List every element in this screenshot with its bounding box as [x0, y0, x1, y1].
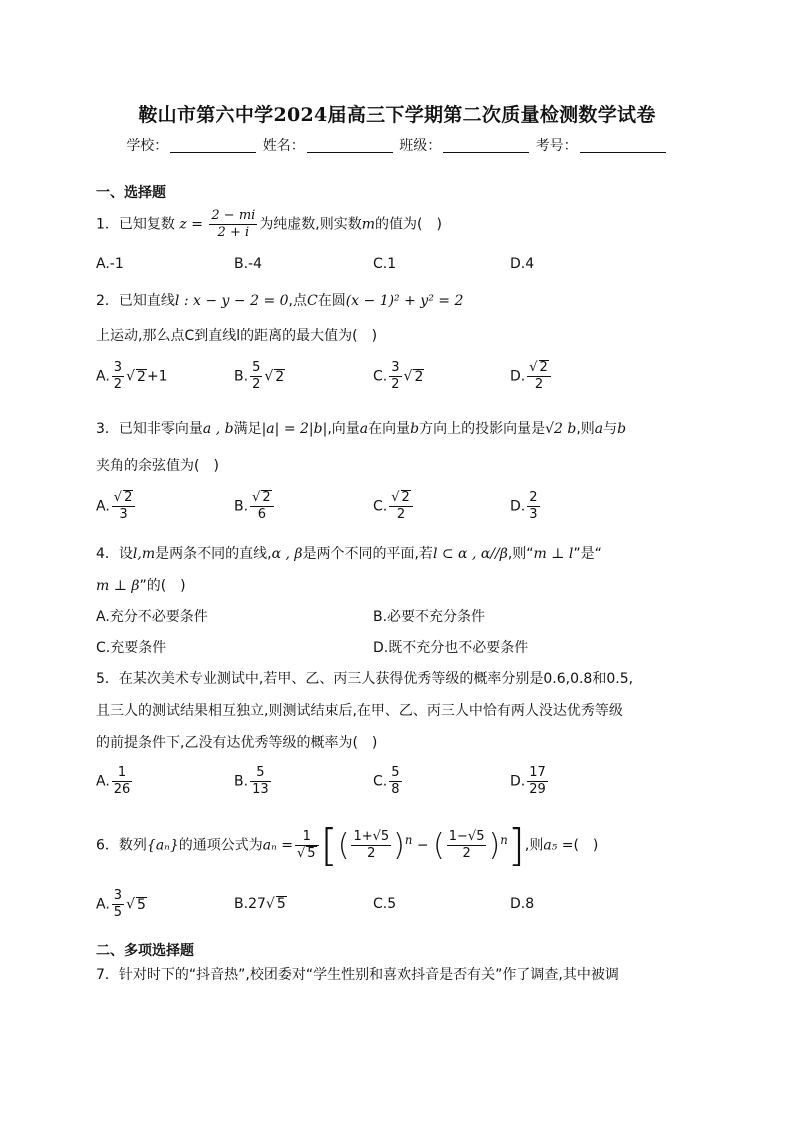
q6-a-num: 3	[113, 888, 123, 903]
q2-option-d[interactable]	[510, 360, 553, 393]
q2-c-label: C.	[373, 368, 388, 385]
q2-b-num: 5	[252, 360, 261, 375]
student-info-line	[0, 135, 794, 155]
q2-c-rad: 2	[414, 368, 424, 385]
q5-c-den: 8	[391, 782, 400, 797]
q4-options-row-1	[96, 606, 716, 636]
q3-a-label: A.	[96, 498, 110, 515]
q3-text-4: 在向量	[368, 421, 411, 437]
q4-text-3: 是两个不同的平面,若	[302, 546, 433, 562]
q6-bracket-close: ]	[507, 820, 525, 871]
q3-vectors: a , b	[202, 421, 234, 437]
q2-point-c: C	[306, 293, 318, 309]
question-3	[96, 418, 626, 438]
q2-text-3: 在圆	[317, 293, 346, 309]
q3-a-fraction	[112, 490, 136, 523]
q3-option-c[interactable]	[373, 490, 415, 523]
q1-fraction	[209, 208, 257, 241]
q2-text-2: ,点	[288, 293, 307, 309]
q6-paren-1-close: )	[393, 828, 405, 863]
q6-option-d[interactable]: D.8	[510, 896, 535, 912]
q2-a-label: A.	[96, 368, 110, 385]
q5-d-fraction	[527, 765, 548, 798]
q5-d-den: 29	[529, 782, 546, 797]
question-1	[96, 208, 442, 241]
q4-text-2: 是两条不同的直线,	[155, 546, 272, 562]
question-5-line-3: 的前提条件下,乙没有达优秀等级的概率为( )	[96, 735, 378, 751]
q5-b-label: B.	[234, 773, 249, 790]
q5-option-d[interactable]	[510, 765, 550, 798]
q6-coef-fraction	[295, 829, 319, 862]
q6-b-label: B.	[234, 896, 249, 912]
q4-planes: α , β	[271, 546, 303, 562]
q2-a-rad: 2	[136, 368, 146, 385]
q6-sequence: {aₙ}	[146, 837, 179, 854]
q2-option-a[interactable]: A. $\frac{3}{2}$ √ 2+1	[96, 360, 168, 392]
q3-b-label: B.	[234, 498, 249, 515]
q5-d-num: 17	[529, 765, 546, 780]
q2-a-tail: +1	[146, 368, 168, 385]
q1-z: z =	[179, 216, 203, 233]
q2-d-den: 2	[534, 377, 544, 392]
q5-d-label: D.	[510, 773, 526, 790]
q3-line-2: 夹角的余弦值为( )	[96, 458, 219, 474]
q3-c-rad: 2	[401, 490, 410, 505]
q6-bracket-open: [	[320, 820, 338, 871]
question-5-line-2: 且三人的测试结果相互独立,则测试结束后,在甲、乙、丙三人中恰有两人没达优秀等级	[96, 703, 623, 719]
q3-text-3: ,向量	[327, 421, 360, 437]
q2-c-fraction	[389, 360, 401, 393]
q1-option-a[interactable]: A.-1	[96, 256, 124, 272]
question-5-line-1: 5．在某次美术专业测试中,若甲、乙、丙三人获得优秀等级的概率分别是0.6,0.8和0.5,	[96, 671, 634, 687]
q3-d-num: 2	[529, 490, 538, 505]
q3-a-num: √ 2	[112, 490, 136, 507]
q1-text-3: 的值为( )	[375, 216, 442, 233]
q6-text-3: ,则	[524, 837, 544, 854]
q6-a-label: A.	[96, 896, 110, 913]
q2-options	[96, 360, 716, 390]
q5-option-c[interactable]	[373, 765, 404, 798]
q6-term1-den: 2	[367, 846, 376, 861]
q1-denominator: 2 + i	[217, 225, 250, 240]
q1-option-b[interactable]: B.-4	[234, 256, 263, 272]
q1-text: 1．已知复数	[96, 216, 175, 233]
q2-b-rad: 2	[275, 368, 285, 385]
q6-text-4: ( )	[573, 837, 599, 854]
q4-options-row-2	[96, 637, 716, 667]
q3-vec-a-2: a	[594, 421, 604, 437]
q4-option-c[interactable]: C.充要条件	[96, 640, 167, 656]
section-heading-multi: 二、多项选择题	[96, 943, 194, 959]
q6-text: 6．数列	[96, 837, 147, 854]
q6-a-rad: 5	[136, 896, 146, 913]
q2-option-b[interactable]: B. $\frac{5}{2}$ √ 2	[234, 360, 285, 392]
q3-option-d[interactable]	[510, 490, 542, 523]
q2-text: 2．已知直线	[96, 293, 175, 309]
q6-text-2: 的通项公式为	[178, 837, 263, 854]
q6-term1-num: 1+√5	[353, 829, 390, 844]
q3-text-5: 方向上的投影向量是	[419, 421, 546, 437]
number-blank[interactable]	[580, 138, 666, 153]
q3-option-b[interactable]	[234, 490, 276, 523]
question-2	[96, 290, 463, 310]
name-label: 姓名：	[262, 138, 305, 154]
q4-cond-1: m ⊥ l	[533, 546, 574, 562]
q4-option-a[interactable]: A.充分不必要条件	[96, 609, 208, 625]
q4-condition: l ⊂ α , α//β	[432, 546, 508, 562]
q5-a-label: A.	[96, 773, 110, 790]
q4-option-b[interactable]: B.必要不充分条件	[373, 609, 486, 625]
q6-paren-2-open: (	[433, 828, 445, 863]
q5-b-num: 5	[250, 765, 271, 782]
question-4	[96, 543, 602, 563]
q2-b-fraction	[250, 360, 262, 393]
q2-line-equation: l : x − y − 2 = 0	[174, 293, 289, 309]
q3-c-den: 2	[396, 507, 406, 522]
q1-numerator: 2 − mi	[211, 208, 256, 223]
q6-exp-1: n	[404, 832, 413, 847]
q3-c-label: C.	[373, 498, 388, 515]
q6-term2-fraction	[447, 829, 487, 862]
q4-lines: l,m	[132, 546, 156, 562]
q3-b-den: 6	[257, 507, 266, 522]
q1-options	[96, 256, 716, 286]
class-blank[interactable]	[443, 138, 529, 153]
q6-b-rad: 5	[276, 896, 286, 912]
q6-paren-2-close: )	[488, 828, 501, 863]
q6-coef-num: 1	[295, 829, 319, 846]
q3-text: 3．已知非零向量	[96, 421, 203, 437]
q2-option-c[interactable]: C. $\frac{3}{2}$ √ 2	[373, 360, 424, 392]
exam-title: 鞍山市第六中学2024届高三下学期第二次质量检测数学试卷	[138, 104, 656, 126]
q5-option-b[interactable]	[234, 765, 273, 798]
q4-line-2	[96, 575, 186, 595]
class-label: 班级：	[399, 138, 442, 154]
q2-d-label: D.	[510, 368, 526, 385]
q1-m: m	[361, 216, 376, 233]
q6-coef-den: √ 5	[296, 846, 316, 861]
q3-b-rad: 2	[262, 490, 271, 505]
q3-projection: √2 b	[545, 421, 577, 437]
q3-d-fraction	[527, 490, 539, 523]
q5-c-num: 5	[391, 765, 400, 780]
q3-b-fraction	[250, 490, 274, 523]
q3-c-num: √ 2	[389, 490, 413, 507]
q3-text-2: 满足	[233, 421, 262, 437]
school-label: 学校：	[126, 138, 169, 154]
q4-text-4: ,则“	[507, 546, 534, 562]
q3-b-num: √ 2	[250, 490, 274, 507]
q1-text-2: 为纯虚数,则实数	[259, 216, 362, 233]
q6-coef-rad: 5	[307, 846, 316, 861]
q3-option-a[interactable]	[96, 490, 137, 523]
q6-a5: a₅ =	[543, 837, 574, 854]
q3-a-rad: 2	[124, 490, 133, 505]
q5-c-fraction	[389, 765, 401, 798]
q6-term2-den: 2	[462, 846, 471, 861]
q2-a-den: 2	[113, 377, 123, 392]
q2-circle-equation: (x − 1)² + y² = 2	[345, 293, 464, 309]
q6-option-a[interactable]: A. $\frac{3}{5}$ √ 5	[96, 888, 146, 920]
q3-condition: |a| = 2|b|	[261, 421, 328, 437]
q2-d-fraction	[527, 360, 551, 393]
q2-a-fraction	[112, 360, 124, 393]
q3-options	[96, 490, 716, 520]
q2-c-num: 3	[391, 360, 400, 375]
question-6: 6．数列{aₙ}的通项公式为aₙ = $\frac{1}{√ 5}$ [( $\frac{1+√5}{2}$ )$^n$ − ( $\frac{1-√5}{2}$ )$^n$],则a₅ =( )	[96, 820, 599, 871]
q3-a-den: 3	[119, 507, 128, 522]
q5-b-fraction	[250, 765, 271, 798]
q6-option-c[interactable]: C.5	[373, 896, 397, 912]
q6-paren-1-open: (	[337, 828, 350, 863]
q3-text-7: 与	[603, 421, 618, 437]
q3-text-6: ,则	[576, 421, 595, 437]
q2-d-num: √ 2	[527, 360, 551, 377]
q6-option-b[interactable]: B.27√ 5	[234, 896, 286, 912]
q5-option-a[interactable]	[96, 765, 134, 798]
q3-vec-b-2: b	[617, 421, 627, 437]
q6-a-fraction	[112, 888, 124, 921]
q5-c-label: C.	[373, 773, 388, 790]
q4-cond-2: m ⊥ β	[96, 578, 140, 594]
q5-b-den: 13	[252, 782, 269, 797]
section-heading-choice: 一、选择题	[96, 185, 166, 201]
q6-exp-2: n	[500, 832, 508, 847]
q2-b-label: B.	[234, 368, 249, 385]
q4-text: 4．设	[96, 546, 133, 562]
name-blank[interactable]	[307, 138, 393, 153]
q6-an: aₙ =	[262, 837, 293, 854]
q3-d-den: 3	[529, 507, 538, 522]
q5-a-num: 1	[112, 765, 133, 782]
number-label: 考号：	[535, 138, 578, 154]
q6-term1-fraction	[351, 829, 391, 862]
q3-c-fraction	[389, 490, 413, 523]
q3-vec-a: a	[359, 421, 369, 437]
school-blank[interactable]	[170, 138, 256, 153]
q6-options	[96, 888, 716, 918]
q4-option-d[interactable]: D.既不充分也不必要条件	[373, 640, 529, 656]
q6-term2-num: 1−√5	[448, 829, 485, 844]
q3-d-label: D.	[510, 498, 526, 515]
question-7-line-1: 7．针对时下的“抖音热”,校团委对“学生性别和喜欢抖音是否有关”作了调查,其中被调	[96, 967, 619, 983]
q2-b-den: 2	[252, 377, 261, 392]
q1-option-d[interactable]: D.4	[510, 256, 535, 272]
q5-a-fraction	[112, 765, 133, 798]
q2-c-den: 2	[391, 377, 400, 392]
q2-a-num: 3	[113, 360, 123, 375]
q4-text-6: ”的( )	[139, 578, 186, 594]
q2-d-rad: 2	[539, 360, 548, 375]
q6-b-coef: 27	[248, 896, 266, 912]
q1-option-c[interactable]: C.1	[373, 256, 397, 272]
q5-options	[96, 765, 716, 795]
q6-a-den: 5	[113, 905, 123, 920]
q3-vec-b: b	[410, 421, 420, 437]
q5-a-den: 26	[113, 782, 131, 797]
q2-line-2: 上运动,那么点C到直线l的距离的最大值为( )	[96, 328, 378, 344]
q4-text-5: ”是“	[573, 546, 602, 562]
